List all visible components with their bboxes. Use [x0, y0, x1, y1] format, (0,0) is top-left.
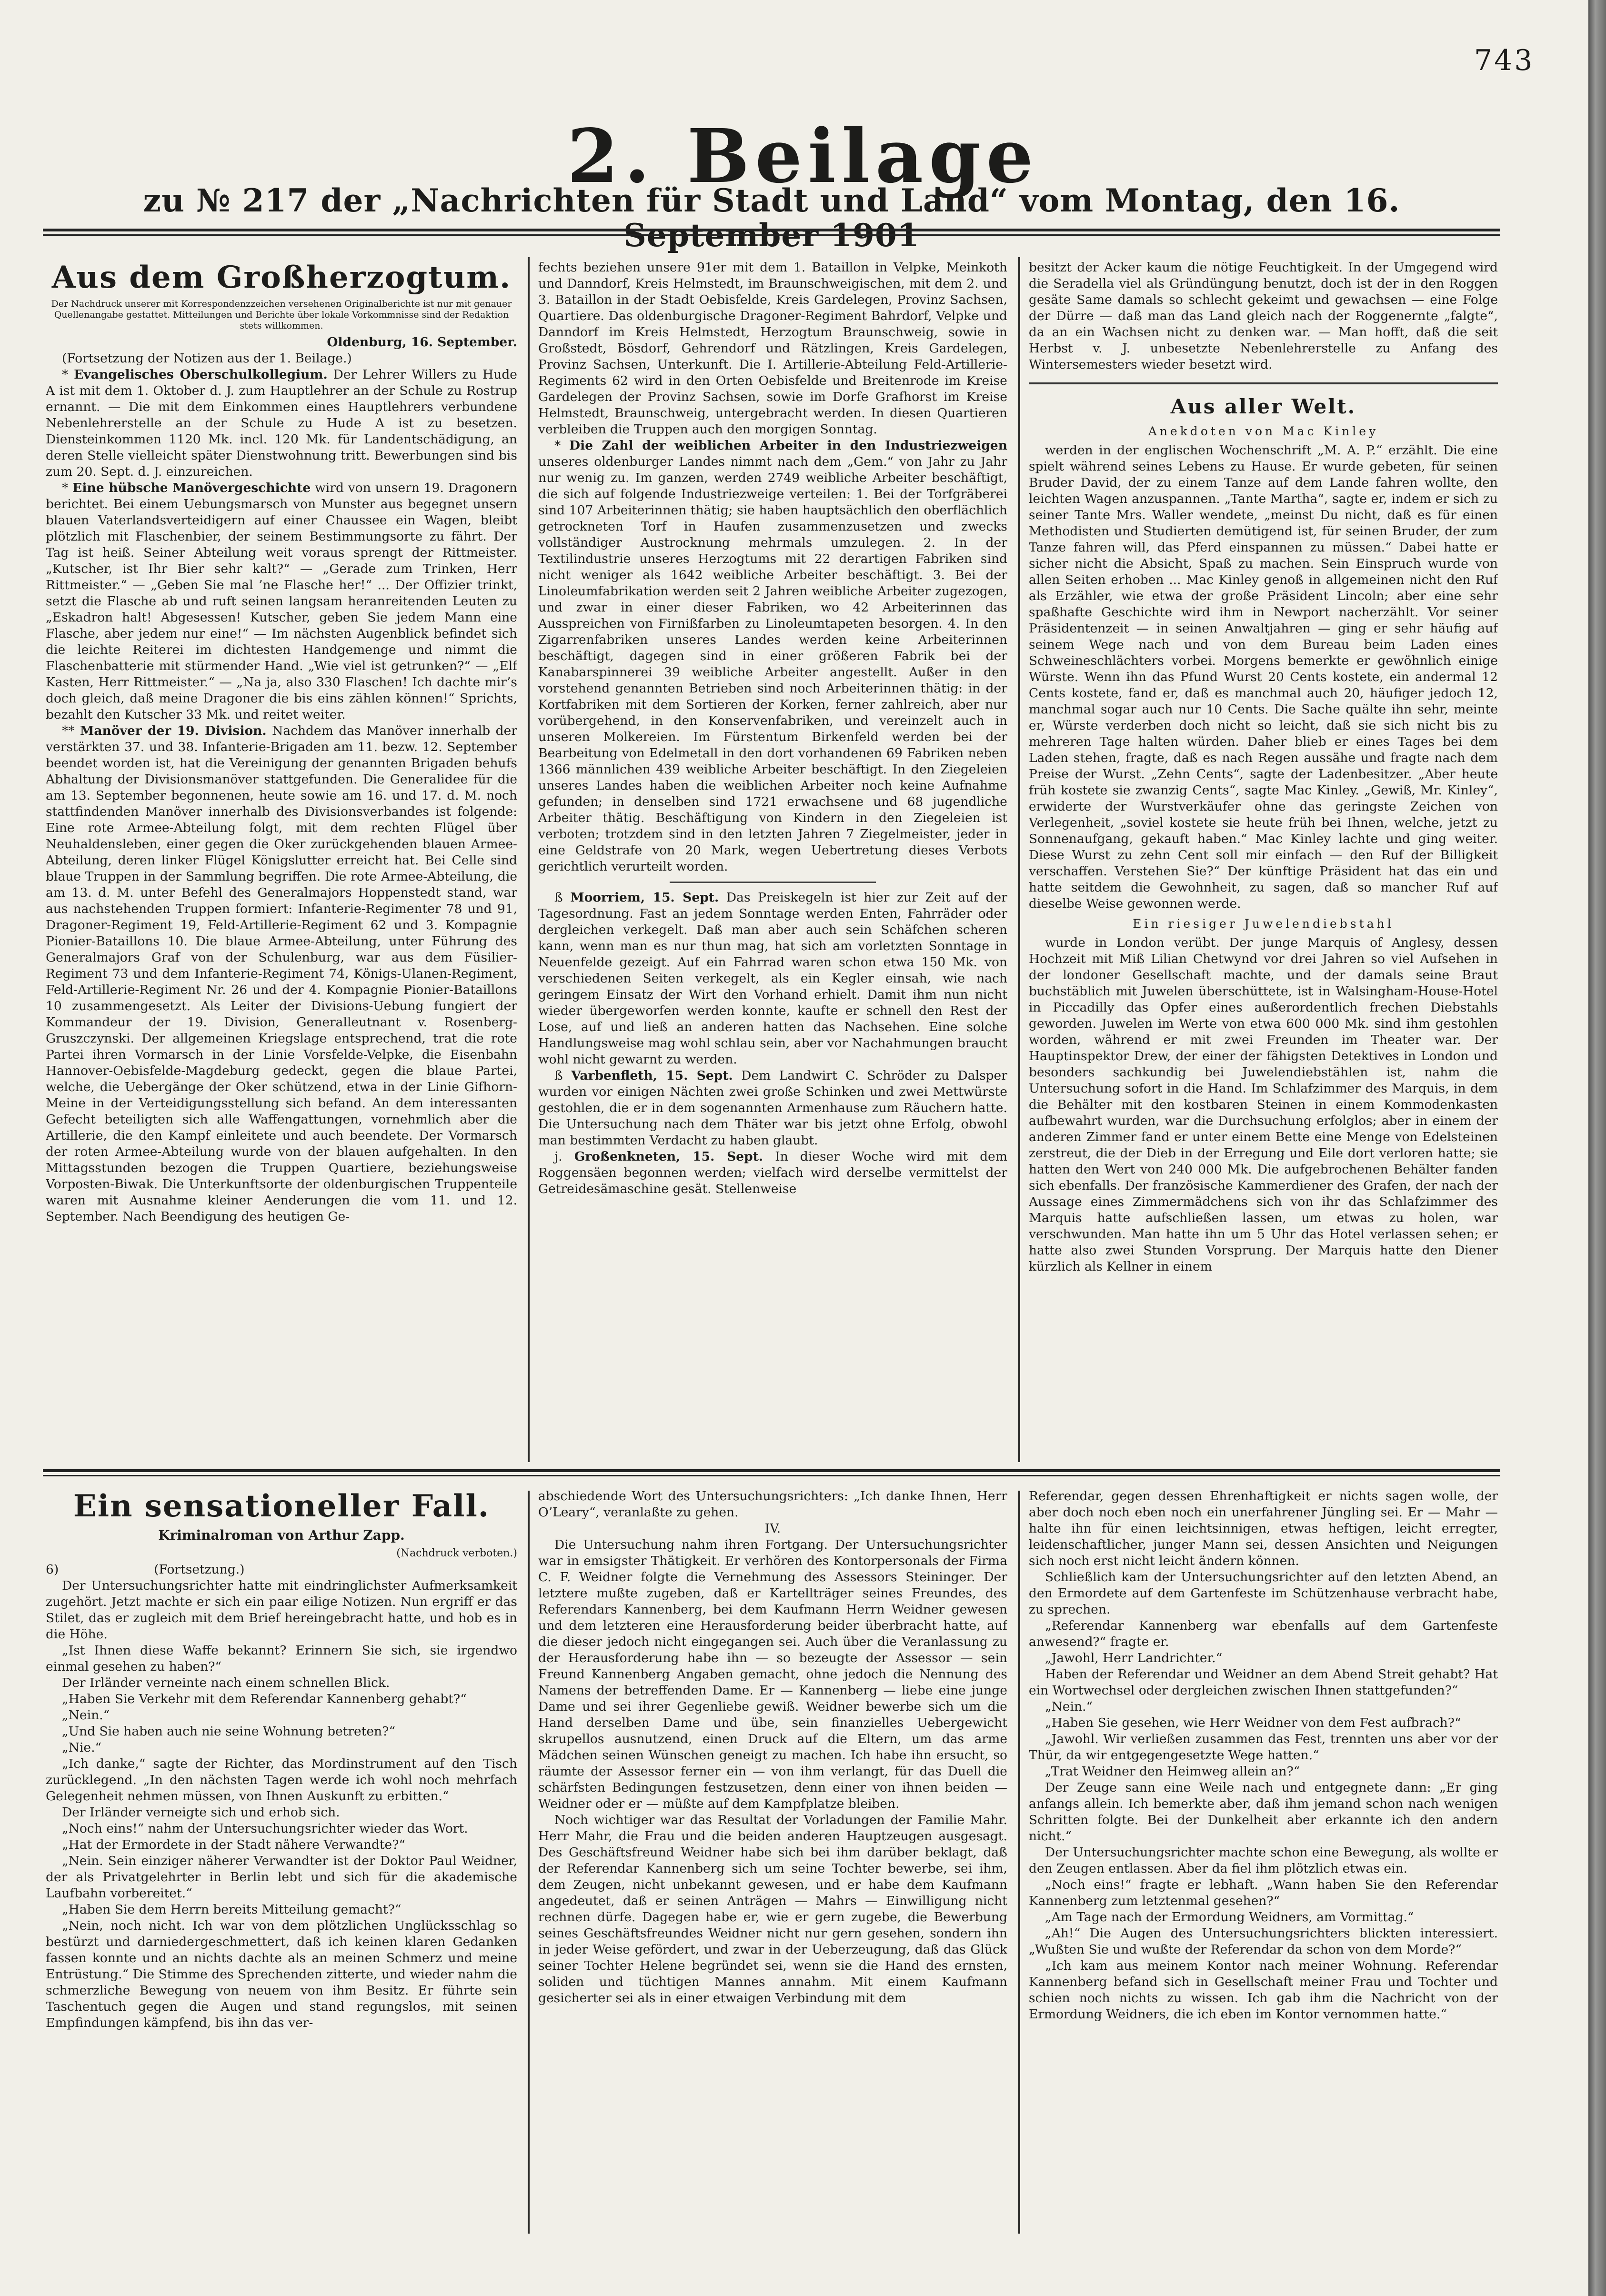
item-text: In dieser Woche wird mit dem Roggensäen begonnen werden; vielfach wird derselbe vermittelst der Getreidesämaschine gesät. Stellenweise — [538, 1149, 1007, 1196]
feuilleton-rule-thin — [43, 1475, 1500, 1476]
continued-note: (Fortsetzung.) — [154, 1562, 245, 1577]
serial-paragraph: „Hat der Ermordete in der Stadt nähere Verwandte?“ — [62, 1837, 405, 1852]
item-text: wird von unsern 19. Dragonern berichtet. Bei einem Uebungsmarsch von Munster aus begegnet unsern blauen Vaterlandsverteidigern auf einer Chaussee ein Wagen, bleibt plötzlich mit Flaschenbier, der seinem Bestimmungsorte zu fährt. Der Tag ist heiß. Seiner Abteilung weit voraus sprengt der Rittmeister. „Kutscher, ist Ihr Bier sehr kalt?“ — „Gerade zum Trinken, Herr Rittmeister.“ — „Geben Sie mal ’ne Flasche her!“ ... Der Offizier trinkt, setzt die Flasche ab und ruft seinen langsam heranreitenden Leuten zu „Eskadron halt! Abgesessen! Kutscher, geben Sie jedem Mann eine Flasche, aber jedem nur eine!“ — Im nächsten Augenblick befindet sich die leichte Reiterei im dichtesten Handgemenge und nimmt die Flaschenbatterie mit stürmender Hand. „Wie viel ist getrunken?“ — „Elf Kasten, Herr Rittmeister.“ — „Na ja, also 330 Flaschen! Ich dachte mir’s doch gleich, daß meine Dragoner die bis eins zählen können!“ Sprichts, bezahlt den Kutscher 33 Mk. und reitet weiter. — [46, 481, 517, 722]
column-divider — [1018, 257, 1020, 1462]
item-text: unseres oldenburger Landes nimmt nach dem „Gem.“ von Jahr zu Jahr nur wenig zu. Im ganzen, werden 2749 weibliche Arbeiter beschäftigt, die sich auf folgende Industriezweige verteilen: 1. Bei der Torfgräberei sind 107 Arbeiterinnen thätig; sie haben hauptsächlich den oberflächlich getrockneten Torf in Haufen zusammenzusetzen und zwecks vollständiger Austrocknung mehrmals umzulegen. 2. In der Textilindustrie unseres Herzogtums mit 22 derartigen Fabriken sind nicht weniger als 1642 weibliche Arbeiter beschäftigt. 3. Bei der Linoleumfabrikation werden seit 2 Jahren weibliche Arbeiter zugezogen, und zwar in einer dieser Fabriken, wo 42 Arbeiterinnen das Ausspreichen von Firnißfarben zu Linoleumtapeten besorgen. 4. In den Zigarrenfabriken unseres Landes werden keine Arbeiterinnen beschäftigt, dagegen sind in einer größeren Fabrik bei der Kanabarspinnerei 39 weibliche Arbeiter angestellt. Außer in den vorstehend genannten Betrieben sind noch Arbeiterinnen thätig: in der Kortfabriken mit dem Sortieren der Korken, ferner zahlreich, aber nur vorübergehend, in den Konservenfabriken, und vereinzelt auch in unseren Molkereien. Im Fürstentum Birkenfeld werden bei der Bearbeitung von Edelmetall in den dort vorhandenen 69 Fabriken neben 1366 männlichen 439 weibliche Arbeiter beschäftigt. In den Ziegeleien unseres Landes haben die weiblichen Arbeiter noch keine Aufnahme gefunden; in denselben sind 1721 erwachsene und 68 jugendliche Arbeiter thätig. Beschäftigung von Kindern in den Ziegeleien ist verboten; trotzdem sind in den letzten Jahren 7 Ziegelmeister, jeder in eine Geldstrafe von 20 Mark, wegen Uebertretung dieses Verbots gerichtlich verurteilt worden. — [538, 454, 1007, 874]
item-place: Varbenfleth, 15. Sept. — [571, 1068, 733, 1083]
news-item: wurde in London verübt. Der junge Marquis of Anglesy, dessen Hochzeit mit Miß Lilian Chetwynd vor drei Jahren so viel Aufsehen in der londoner Gesellschaft machte, und der damals seine Braut buchstäblich mit Juwelen überschüttete, ist in Walsingham-House-Hotel in Piccadilly das Opfer eines außerordentlich frechen Diebstahls geworden. Juwelen im Werte von etwa 600 000 Mk. sind ihm gestohlen worden, während er mit zwei Freunden im Theater war. Der Hauptinspektor Drew, der einer der fähigsten Detektives in London und besonders sachkundig bei Juwelendiebstählen ist, nahm die Untersuchung sofort in die Hand. Im Schlafzimmer des Marquis, in dem die Behälter mit den kostbaren Steinen in einem Kommodenkasten aufbewahrt wurden, war die Durchsuchung erfolglos; aber in einem der anderen Zimmer fand er unter einem Bette eine Menge von Edelsteinen zerstreut, die der Dieb in der Erregung und Eile dort verloren hatte; sie hatten den Wert von 240 000 Mk. Die aufgebrochenen Behälter fanden sich ebenfalls. Der französische Kammerdiener des Grafen, der nach der Aussage eines Zimmermädchens sich von ihr das Schlafzimmer des Marquis hatte aufschließen lassen, um etwas zu holen, war verschwunden. Man hatte ihn um 5 Uhr das Hotel verlassen sehen; er hatte also zwei Stunden Vorsprung. Der Marquis hatte den Diener kürzlich als Kellner in einem — [1029, 935, 1498, 1274]
serial-column-1 — [46, 1488, 517, 2236]
scan-edge — [1588, 0, 1606, 2296]
installment-line — [46, 1562, 517, 1578]
serial-paragraph: Der Zeuge sann eine Weile nach und entgegnete dann: „Er ging anfangs allein. Ich bemerkte aber, daß ihm jemand schon nach wenigen Schritten folgte. Bei der Dunkelheit aber erkannte ich den andern nicht.“ — [1029, 1780, 1498, 1844]
column-divider — [1018, 1491, 1020, 2234]
serial-paragraph: „Nein.“ — [1045, 1699, 1093, 1714]
serial-paragraph: „Nein. Sein einziger näherer Verwandter ist der Doktor Paul Weidner, der als Privatgelehrter in Berlin lebt und sich für die akademische Laufbahn vorbereitet.“ — [46, 1854, 517, 1901]
serial-paragraph: „Noch eins!“ fragte er lebhaft. „Wann haben Sie den Referendar Kannenberg zum letztenmal gesehen?“ — [1029, 1877, 1498, 1908]
serial-paragraph: „Referendar Kannenberg war ebenfalls auf dem Gartenfeste anwesend?“ fragte er. — [1029, 1618, 1498, 1649]
section-heading: Aus aller Welt. — [1170, 395, 1356, 418]
item-place: Moorriem, 15. Sept. — [570, 890, 719, 905]
column-divider — [528, 1491, 530, 2234]
item-title: Manöver der 19. Division. — [80, 723, 267, 738]
news-item: j. Großenkneten, 15. Sept. In dieser Woche wird mit dem Roggensäen begonnen werden; vielfach wird derselbe vermittelst der Getreidesämaschine gesät. Stellenweise — [538, 1149, 1007, 1196]
serial-paragraph: „Haben Sie Verkehr mit dem Referendar Kannenberg gehabt?“ — [62, 1692, 467, 1706]
reprint-note: (Nachdruck verboten.) — [396, 1547, 517, 1559]
column-3 — [1029, 260, 1498, 1462]
news-item: fechts beziehen unsere 91er mit dem 1. Bataillon in Velpke, Meinkoth und Danndorf, Kreis Helmstedt, im Braunschweigischen, mit dem 2. und 3. Bataillon in der Stadt Oebisfelde, Kreis Gardelegen, Provinz Sachsen, Quartiere. Das oldenburgische Dragoner-Regiment Bahrdorf, Velpke und Danndorf im Kreis Helmstedt, Herzogtum Braunschweig, sowie in Großstedt, Bösdorf, Gehrendorf und Rätzlingen, Kreis Gardelegen, Provinz Sachsen, Unterkunft. Die I. Artillerie-Abteilung Feld-Artillerie-Regiments 62 wird in den Orten Oebisfelde und Breitenrode im Kreise Gardelegen der Provinz Sachsen, sowie im Dorfe Grafhorst im Kreise Helmstedt, Braunschweig, untergebracht werden. In diesen Quartieren verbleiben die Truppen auch den morgigen Sonntag. — [538, 260, 1007, 437]
serial-title: Ein sensationeller Fall. — [73, 1488, 490, 1524]
serial-paragraph: „Und Sie haben auch nie seine Wohnung betreten?“ — [62, 1724, 395, 1739]
serial-paragraph: „Haben Sie gesehen, wie Herr Weidner von dem Fest aufbrach?“ — [1045, 1715, 1461, 1730]
item-text: Nachdem das Manöver innerhalb der verstärkten 37. und 38. Infanterie-Brigaden am 11. bezw. 12. September beendet worden ist, hat die Vereinigung der genannten Brigaden behufs Abhaltung der Divisionsmanöver stattgefunden. Die Generalidee für die am 13. September begonnenen, heute sowie am 16. und 17. d. M. noch stattfindenden Manöver innerhalb des Divisionsverbandes ist folgende: Eine rote Armee-Abteilung folgt, mit dem rechten Flügel über Neuhaldensleben, einer gegen die Oker zurückgehenden blauen Armee-Abteilung, deren linker Flügel Königslutter erreicht hat. Bei Celle sind blaue Truppen in der Sammlung begriffen. Die rote Armee-Abteilung, die am 13. d. M. unter Befehl des Generalmajors Hoppenstedt stand, war aus nachstehenden Truppen formiert: Infanterie-Regimenter 78 und 91, Dragoner-Regiment 19, Feld-Artillerie-Regiment 62 und 3. Kompagnie Pionier-Bataillons 10. Die blaue Armee-Abteilung, unter Führung des Generalmajors Graf von der Schulenburg, war aus dem Füsilier-Regiment 73 und dem Infanterie-Regiment 74, Königs-Ulanen-Regiment, Feld-Artillerie-Regiment Nr. 26 und der 4. Kompagnie Pionier-Bataillons 10 zusammengesetzt. Als Leiter der Divisions-Uebung fungiert der Kommandeur der 19. Division, Generalleutnant v. Rosenberg-Gruszczynski. Der allgemeinen Kriegslage entsprechend, trat die rote Partei ihren Vormarsch in der Linie Vorsfelde-Velpke, die Eisenbahn Hannover-Oebisfelde-Magdeburg gedeckt, gegen die blaue Partei, welche, die Uebergänge der Oker schützend, etwa in der Linie Gifhorn-Meine in der Verteidigungsstellung sich befand. An dem interessanten Gefecht beteiligten sich alle Waffengattungen, vornehmlich aber die Artillerie, die den Kampf einleitete und auch beendete. Der Vormarsch der roten Armee-Abteilung wurde von der blauen aufgehalten. In den Mittagsstunden bezogen die Truppen Quartiere, beziehungsweise Vorposten-Biwak. Die Unterkunftsorte der oldenburgischen Truppenteile waren mit Ausnahme kleiner Aenderungen die vom 11. und 12. September. Nach Beendigung des heutigen Ge- — [46, 723, 517, 1224]
serial-paragraph: „Ich kam aus meinem Kontor nach meiner Wohnung. Referendar Kannenberg befand sich in Gesellschaft meiner Frau und Tochter und schien noch nichts zu wissen. Ich gab ihm die Nachricht von der Ermordung Weidners, die ich eben im Kontor vernommen hatte.“ — [1029, 1958, 1498, 2022]
serial-paragraph: „Ich danke,“ sagte der Richter, das Mordinstrument auf den Tisch zurücklegend. „In den nächsten Tagen werde ich wohl noch mehrfach Gelegenheit nehmen müssen, von Ihnen Auskunft zu erbitten.“ — [46, 1756, 517, 1804]
item-title: Eine hübsche Manövergeschichte — [72, 481, 311, 495]
serial-paragraph: „Jawohl. Wir verließen zusammen das Fest, trennten uns aber vor der Thür, da wir entgegengesetzte Wege hatten.“ — [1029, 1732, 1498, 1763]
column-2 — [538, 260, 1007, 1462]
serial-paragraph: „Nein, noch nicht. Ich war von dem plötzlichen Unglücksschlag so bestürzt und darniedergeschmettert, daß ich keinen klaren Gedanken fassen konnte und an nichts dachte als an meinen Schmerz und meine Entrüstung.“ Die Stimme des Sprechenden zitterte, und wieder nahm die schmerzliche Bewegung von neuem von ihm Besitz. Er führte sein Taschentuch gegen die Augen und stand regungslos, mit seinen Empfindungen kämpfend, bis ihn das ver- — [46, 1918, 517, 2030]
serial-paragraph: „Noch eins!“ nahm der Untersuchungsrichter wieder das Wort. — [62, 1821, 468, 1836]
news-item: ß Moorriem, 15. Sept. Das Preiskegeln ist hier zur Zeit auf der Tagesordnung. Fast an jedem Sonntage werden Enten, Fahrräder oder dergleichen verkegelt. Daß man aber auch sein Schäfchen scheren kann, wenn man es nur thun mag, hat sich am vorletzten Sonntage in Neuenfelde gezeigt. Auf ein Fahrrad waren schon etwa 150 Mk. von verschiedenen Seiten verkegelt, als ein Kegler einsah, wie nach geringem Einsatz der Wirt den Vorhand erhielt. Damit ihm nun nicht wieder übergeworfen werden konnte, kaufte er schnell den Rest der Lose, auf und ließ an anderen hatten das Nachsehen. Eine solche Handlungsweise mag wohl schlau sein, aber vor Nachahmungen braucht wohl nicht gewarnt zu werden. — [538, 890, 1007, 1067]
news-item: ** Manöver der 19. Division. Nachdem das Manöver innerhalb der verstärkten 37. und 38. Infanterie-Brigaden am 11. bezw. 12. September beendet worden ist, hat die Vereinigung der genannten Brigaden behufs Abhaltung der Divisionsmanöver stattgefunden. Die Generalidee für die am 13. September begonnenen, heute sowie am 16. und 17. d. M. noch stattfindenden Manöver innerhalb des Divisionsverbandes ist folgende: Eine rote Armee-Abteilung folgt, mit dem rechten Flügel über Neuhaldensleben, einer gegen die Oker zurückgehenden blauen Armee-Abteilung, deren linker Flügel Königslutter erreicht hat. Bei Celle sind blaue Truppen in der Sammlung begriffen. Die rote Armee-Abteilung, die am 13. d. M. unter Befehl des Generalmajors Hoppenstedt stand, war aus nachstehenden Truppen formiert: Infanterie-Regimenter 78 und 91, Dragoner-Regiment 19, Feld-Artillerie-Regiment 62 und 3. Kompagnie Pionier-Bataillons 10. Die blaue Armee-Abteilung, unter Führung des Generalmajors Graf von der Schulenburg, war aus dem Füsilier-Regiment 73 und dem Infanterie-Regiment 74, Königs-Ulanen-Regiment, Feld-Artillerie-Regiment Nr. 26 und der 4. Kompagnie Pionier-Bataillons 10 zusammengesetzt. Als Leiter der Divisions-Uebung fungiert der Kommandeur der 19. Division, Generalleutnant v. Rosenberg-Gruszczynski. Der allgemeinen Kriegslage entsprechend, trat die rote Partei ihren Vormarsch in der Linie Vorsfelde-Velpke, die Eisenbahn Hannover-Oebisfelde-Magdeburg gedeckt, gegen die blaue Partei, welche, die Uebergänge der Oker schützend, etwa in der Linie Gifhorn-Meine in der Verteidigungsstellung sich befand. An dem interessanten Gefecht beteiligten sich alle Waffengattungen, vornehmlich aber die Artillerie, die den Kampf einleitete und auch beendete. Der Vormarsch der roten Armee-Abteilung wurde von der blauen aufgehalten. In den Mittagsstunden bezogen die Truppen Quartiere, beziehungsweise Vorposten-Biwak. Die Unterkunftsorte der oldenburgischen Truppenteile waren mit Ausnahme kleiner Aenderungen die vom 11. und 12. September. Nach Beendigung des heutigen Ge- — [46, 723, 517, 1224]
news-item: * Evangelisches Oberschulkollegium. Der Lehrer Willers zu Hude A ist mit dem 1. Oktober d. J. zum Hauptlehrer an der Schule zu Rostrup ernannt. — Die mit dem Einkommen eines Hauptlehrers verbundene Nebenlehrerstelle an der Schule zu Hude A ist zu besetzen. Diensteinkommen 1120 Mk. incl. 120 Mk. für Landentschädigung, an deren Stelle vielleicht später Dienstwohnung tritt. Bewerbungen sind bis zum 20. Sept. d. J. einzureichen. — [46, 367, 517, 479]
masthead-rule-thin — [43, 234, 1500, 236]
serial-column-3 — [1029, 1488, 1498, 2236]
serial-paragraph: „Nein.“ — [62, 1708, 110, 1723]
serial-paragraph: Schließlich kam der Untersuchungsrichter auf den letzten Abend, an den Ermordete auf dem Gartenfeste im Schützenhause verbracht habe, zu sprechen. — [1029, 1570, 1498, 1617]
item-title: Die Zahl der weiblichen Arbeiter in den Industriezweigen — [569, 438, 1007, 453]
news-item: ß Varbenfleth, 15. Sept. Dem Landwirt C. Schröder zu Dalsper wurden vor einigen Nächten zwei große Schinken und zwei Mettwürste gestohlen, die er in dem sogenannten Armenhause zum Räuchern hatte. Die Untersuchung nach dem Thäter war bis jetzt ohne Erfolg, obwohl man bestimmten Verdacht zu haben glaubt. — [538, 1068, 1007, 1148]
feuilleton-rule — [43, 1469, 1500, 1472]
serial-paragraph: Haben der Referendar und Weidner an dem Abend Streit gehabt? Hat ein Wortwechsel oder dergleichen zwischen Ihnen stattgefunden?“ — [1029, 1667, 1498, 1698]
serial-paragraph: Die Untersuchung nahm ihren Fortgang. Der Untersuchungsrichter war in emsigster Thätigkeit. Er verhören des Kontorpersonals der Firma C. F. Weidner folgte die Vernehmung des Assessors Steininger. Der letztere mußte zugeben, daß er Kartellträger seines Freundes, des Referendars Kannenberg, bei dem Kaufmann Herrn Weidner gewesen und dem letzteren eine Herausforderung beider überbracht hatte, auf die dieser jedoch nicht eingegangen sei. Auch über die Veranlassung zu der Herausforderung habe ihn — so bezeugte der Assessor — sein Freund Kannenberg Angaben gemacht, ohne jedoch die Nennung des Namens der betreffenden Dame. Er — Kannenberg — liebe eine junge Dame und sei ihrer Gegenliebe gewiß. Weidner bewerbe sich um die Hand derselben Dame und übe, sein finanzielles Uebergewicht skrupellos ausnutzend, einen Druck auf die Eltern, um das arme Mädchen seinen Wünschen geneigt zu machen. Ich habe ihn ersucht, so räumte der Assessor ferner ein — von ihm verlangt, für das Duell die schärfsten Bedingungen festzusetzen, denn einer von ihnen beiden — Weidner oder er — müßte auf dem Kampfplatze bleiben. — [538, 1537, 1007, 1811]
serial-paragraph: Der Irländer verneigte sich und erhob sich. — [62, 1805, 340, 1820]
serial-paragraph: Der Untersuchungsrichter hatte mit eindringlichster Aufmerksamkeit zugehört. Jetzt machte er sich ein paar eilige Notizen. Nun ergriff er das Stilet, das er zugleich mit dem Brief hereingebracht hatte, und hob es in die Höhe. — [46, 1578, 517, 1642]
continuation-note: (Fortsetzung der Notizen aus der 1. Beilage.) — [62, 351, 352, 366]
section-rule — [1029, 382, 1498, 384]
item-text: Das Preiskegeln ist hier zur Zeit auf der Tagesordnung. Fast an jedem Sonntage werden Enten, Fahrräder oder dergleichen verkegelt. Daß man aber auch sein Schäfchen scheren kann, wenn man es nur thun mag, hat sich am vorletzten Sonntage in Neuenfelde gezeigt. Auf ein Fahrrad waren schon etwa 150 Mk. von verschiedenen Seiten verkegelt, als ein Kegler einsah, wie nach geringem Einsatz der Wirt den Vorhand erhielt. Damit ihm nun nicht wieder übergeworfen werden konnte, kaufte er schnell den Rest der Lose, auf und ließ an anderen hatten das Nachsehen. Eine solche Handlungsweise mag wohl schlau sein, aber vor Nachahmungen braucht wohl nicht gewarnt zu werden. — [538, 890, 1007, 1067]
serial-paragraph: Noch wichtiger war das Resultat der Vorladungen der Familie Mahr. Herr Mahr, die Frau und die beiden anderen Hauptzeugen ausgesagt. Des Geschäftsfreund Weidner habe sich bei ihm darüber beklagt, daß der Referendar Kannenberg sich um seine Tochter bewerbe, sei ihm, dem Zeugen, nicht unbekannt gewesen, und er habe dem Kaufmann angedeutet, daß er seinen Anträgen — Mahrs — Einwilligung nicht rechnen dürfe. Dagegen habe er, wie er gern zugebe, die Bewerbung seines Geschäftsfreundes Weidner nicht nur gern gesehen, sondern ihn in jeder Weise gefördert, und zwar in der Ueberzeugung, daß das Glück seiner Tochter Helene begründet sei, wenn sie die Hand des ernsten, soliden und tüchtigen Mannes annahm. Mit einem Kaufmann gesicherter sei als in einer etwaigen Verbindung mit dem — [538, 1813, 1007, 2005]
serial-paragraph: „Am Tage nach der Ermordung Weidners, am Vormittag.“ — [1045, 1910, 1414, 1925]
serial-paragraph: „Nie.“ — [62, 1740, 102, 1755]
serial-column-2 — [538, 1488, 1007, 2236]
masthead-title: 2. Beilage — [567, 112, 1039, 200]
chapter-number: IV. — [764, 1521, 781, 1536]
column-divider — [528, 257, 530, 1462]
item-separator — [670, 882, 876, 883]
serial-paragraph: Der Untersuchungsrichter machte schon eine Bewegung, als wollte er den Zeugen entlassen. Aber da fiel ihm plötzlich etwas ein. — [1029, 1845, 1498, 1876]
item-text: Dem Landwirt C. Schröder zu Dalsper wurden vor einigen Nächten zwei große Schinken und zwei Mettwürste gestohlen, die er in dem sogenannten Armenhause zum Räuchern hatte. Die Untersuchung nach dem Thäter war bis jetzt ohne Erfolg, obwohl man bestimmten Verdacht zu haben glaubt. — [538, 1068, 1007, 1148]
news-item: besitzt der Acker kaum die nötige Feuchtigkeit. In der Umgegend wird die Seradella viel als Gründüngung benutzt, doch ist der in den Roggen gesäte Same damals so schlecht gekeimt und gewachsen — eine Folge der Dürre — daß man das Land gleich nach der Roggenernte „falgte“, da an ein Wachsen nicht zu denken war. — Man hofft, daß die seit Herbst v. J. unbesetzte Nebenlehrerstelle zu Anfang des Wintersemesters wieder besetzt wird. — [1029, 260, 1498, 372]
serial-byline: Kriminalroman von Arthur Zapp. — [158, 1527, 405, 1543]
serial-paragraph: „Ah!“ Die Augen des Untersuchungsrichters blickten interessiert. „Wußten Sie und wußte der Referendar da schon von dem Morde?“ — [1029, 1926, 1498, 1957]
news-item: * Die Zahl der weiblichen Arbeiter in den Industriezweigen unseres oldenburger Landes nimmt nach dem „Gem.“ von Jahr zu Jahr nur wenig zu. Im ganzen, werden 2749 weibliche Arbeiter beschäftigt, die sich auf folgende Industriezweige verteilen: 1. Bei der Torfgräberei sind 107 Arbeiterinnen thätig; sie haben hauptsächlich den oberflächlich getrockneten Torf in Haufen zusammenzusetzen und zwecks vollständiger Austrocknung mehrmals umzulegen. 2. In der Textilindustrie unseres Herzogtums mit 22 derartigen Fabriken sind nicht weniger als 1642 weibliche Arbeiter beschäftigt. 3. Bei der Linoleumfabrikation werden seit 2 Jahren weibliche Arbeiter zugezogen, und zwar in einer dieser Fabriken, wo 42 Arbeiterinnen das Ausspreichen von Firnißfarben zu Linoleumtapeten besorgen. 4. In den Zigarrenfabriken unseres Landes werden keine Arbeiterinnen beschäftigt, dagegen sind in einer größeren Fabrik bei der Kanabarspinnerei 39 weibliche Arbeiter angestellt. Außer in den vorstehend genannten Betrieben sind noch Arbeiterinnen thätig: in der Kortfabriken mit dem Sortieren der Korken, ferner zahlreich, aber nur vorübergehend, in den Konservenfabriken, und vereinzelt auch in unseren Molkereien. Im Fürstentum Birkenfeld werden bei der Bearbeitung von Edelmetall in den dort vorhandenen 69 Fabriken neben 1366 männlichen 439 weibliche Arbeiter beschäftigt. In den Ziegeleien unseres Landes haben die weiblichen Arbeiter noch keine Aufnahme gefunden; in denselben sind 1721 erwachsene und 68 jugendliche Arbeiter thätig. Beschäftigung von Kindern in den Ziegeleien ist verboten; trotzdem sind in den letzten Jahren 7 Ziegelmeister, jeder in eine Geldstrafe von 20 Mark, wegen Uebertretung dieses Verbots gerichtlich verurteilt worden. — [538, 438, 1007, 874]
item-title: Evangelisches Oberschulkollegium. — [74, 367, 328, 382]
masthead-rule — [43, 229, 1500, 231]
serial-paragraph: „Trat Weidner den Heimweg allein an?“ — [1045, 1764, 1300, 1779]
installment-number: 6) — [46, 1562, 59, 1577]
page-number: 743 — [1474, 44, 1535, 77]
serial-paragraph: „Jawohl, Herr Landrichter.“ — [1045, 1651, 1223, 1665]
item-text: Der Lehrer Willers zu Hude A ist mit dem 1. Oktober d. J. zum Hauptlehrer an der Schule zu Rostrup ernannt. — Die mit dem Einkommen eines Hauptlehrers verbundene Nebenlehrerstelle an der Schule zu Hude A ist zu besetzen. Diensteinkommen 1120 Mk. incl. 120 Mk. für Landentschädigung, an deren Stelle vielleicht später Dienstwohnung tritt. Bewerbungen sind bis zum 20. Sept. d. J. einzureichen. — [46, 367, 517, 479]
column-1 — [46, 260, 517, 1462]
serial-paragraph: Der Irländer verneinte nach einem schnellen Blick. — [62, 1675, 390, 1690]
dateline: Oldenburg, 16. September. — [327, 335, 517, 350]
section-heading: Aus dem Großherzogtum. — [51, 260, 512, 295]
masthead-subtitle: zu № 217 der „Nachrichten für Stadt und Land“ vom Montag, den 16. — [143, 182, 1400, 219]
serial-paragraph: abschiedende Wort des Untersuchungsrichters: „Ich danke Ihnen, Herr O’Leary“, veranlaßte zu gehen. — [538, 1489, 1007, 1520]
news-item: werden in der englischen Wochenschrift „M. A. P.“ erzählt. Die eine spielt während seines Lebens zu Hause. Er wurde gebeten, für seinen Bruder David, der zu einem Tanze auf dem Lande fahren wollte, den leichten Wagen anzuspannen. „Tante Martha“, sagte er, indem er sich zu seiner Tante Mrs. Waller wendete, „meinst Du nicht, daß es für einen Methodisten und Studierten demütigend ist, für seinen Bruder, der zum Tanze fahren will, das Pferd einspannen zu müssen.“ Dabei hatte er sicher nicht die Absicht, Spaß zu machen. Sein Einspruch wurde von allen Seiten erhoben ... Mac Kinley genoß in allgemeinen nicht den Ruf als Erzähler, wie etwa der große Präsident Lincoln; aber eine sehr spaßhafte Geschichte wird ihm in Newport nacherzählt. Vor seiner Präsidentenzeit — in seinen Anwaltjahren — ging er sehr häufig auf seinem Wege nach und von dem Bureau beim Laden eines Schweineschlächters vorbei. Morgens bemerkte er gewöhnlich einige Würste. Wenn ihn das Pfund Wurst 20 Cents kostete, ein andermal 12 Cents kostete, fand er, daß es manchmal auch 20, häufiger jedoch 12, manchmal sogar auch nur 10 Cents. Die Sache quälte ihn sehr, meinte er, Würste verderben doch nicht so leicht, daß sie sich nicht bis zu mehreren Tage halten würden. Daher blieb er eines Tages bei dem Laden stehen, fragte, daß es nach Regen aussähe und fragte nach dem Preise der Wurst. „Zehn Cents“, sagte der Ladenbesitzer. „Aber heute früh kostete sie zwanzig Cents“, sagte Mac Kinley. „Gewiß, Mr. Kinley“, erwiderte der Wurstverkäufer ohne das geringste Zeichen von Verlegenheit, „soviel kostete sie heute früh bei Ihnen, welche, jetzt zu Sonnenaufgang, gekauft haben.“ Mac Kinley lachte und ging weiter. Diese Wurst zu zehn Cent soll mir einfach — den Ruf der Billigkeit verschaffen. Verstehen Sie?“ Der künftige Präsident hat das ein und hatte seitdem die Gewohnheit, zu sagen, daß so mancher Ruf auf dieselbe Weise gewonnen werde. — [1029, 443, 1498, 911]
item-subheading: Ein riesiger Juwelendiebstahl — [1133, 917, 1394, 931]
reprint-note: Der Nachdruck unserer mit Korrespondenzzeichen versehenen Originalberichte ist nur mit genauer Quellenangabe gestattet. Mitteilungen und Berichte über lokale Vorkommnisse sind der Redaktion stets willkommen. — [51, 299, 512, 331]
item-subheading: Anekdoten von Mac Kinley — [1148, 424, 1379, 438]
serial-paragraph: „Haben Sie dem Herrn bereits Mitteilung gemacht?“ — [62, 1902, 402, 1917]
serial-paragraph: „Ist Ihnen diese Waffe bekannt? Erinnern Sie sich, sie irgendwo einmal gesehen zu haben?“ — [46, 1643, 517, 1674]
serial-paragraph: Referendar, gegen dessen Ehrenhaftigkeit er nichts sagen wolle, der aber doch noch eben noch ein unerfahrener Jüngling sei. Er — Mahr — halte ihn für einen leichtsinnigen, etwas heftigen, leicht erregter, leidenschaftlicher, junger Mann sei, dessen Ansichten und Neigungen sich noch erst nicht leicht ändern können. — [1029, 1489, 1498, 1568]
item-place: Großenkneten, 15. Sept. — [574, 1149, 763, 1164]
news-item: * Eine hübsche Manövergeschichte wird von unsern 19. Dragonern berichtet. Bei einem Uebungsmarsch von Munster aus begegnet unsern blauen Vaterlandsverteidigern auf einer Chaussee ein Wagen, bleibt plötzlich mit Flaschenbier, der seinem Bestimmungsorte zu fährt. Der Tag ist heiß. Seiner Abteilung weit voraus sprengt der Rittmeister. „Kutscher, ist Ihr Bier sehr kalt?“ — „Gerade zum Trinken, Herr Rittmeister.“ — „Geben Sie mal ’ne Flasche her!“ ... Der Offizier trinkt, setzt die Flasche ab und ruft seinen langsam heranreitenden Leuten zu „Eskadron halt! Abgesessen! Kutscher, geben Sie jedem Mann eine Flasche, aber jedem nur eine!“ — Im nächsten Augenblick befindet sich die leichte Reiterei im dichtesten Handgemenge und nimmt die Flaschenbatterie mit stürmender Hand. „Wie viel ist getrunken?“ — „Elf Kasten, Herr Rittmeister.“ — „Na ja, also 330 Flaschen! Ich dachte mir’s doch gleich, daß meine Dragoner die bis eins zählen können!“ Sprichts, bezahlt den Kutscher 33 Mk. und reitet weiter. — [46, 481, 517, 722]
